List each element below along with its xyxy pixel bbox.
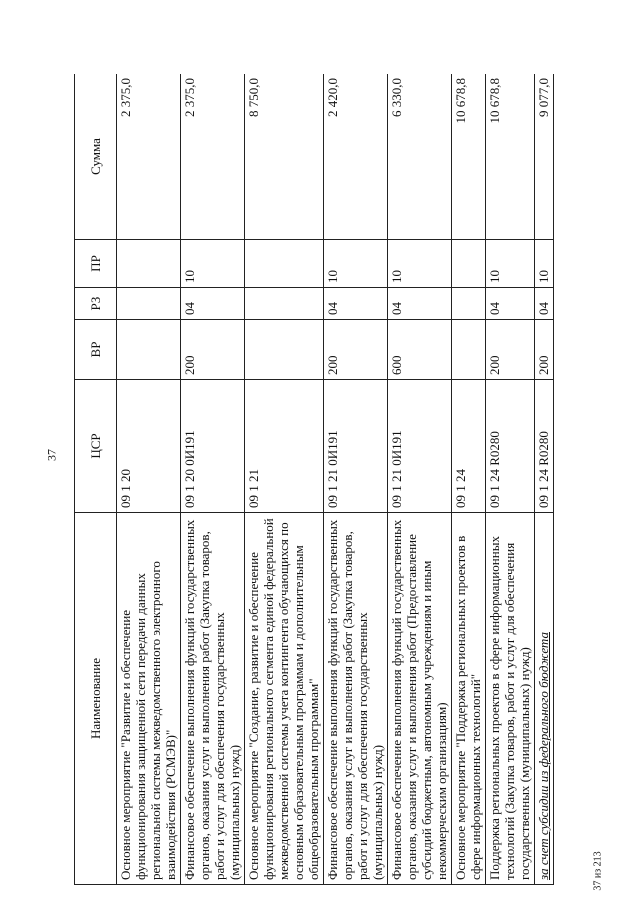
page-counter: 37 из 213 [592,851,604,891]
row-csr: 09 1 20 0И191 [181,380,245,513]
row-vr [452,320,486,380]
table-row [452,74,486,885]
row-name: Финансовое обеспечение выполнения функций государственных органов, оказания услуг и выполнения работ (Закупка товаров, работ и услуг для обеспечения государственных (муниципальных) нужд) [181,513,245,885]
row-sum: 8 750,0 [245,74,324,240]
row-sum: 10 678,8 [486,74,535,240]
row-name: Финансовое обеспечение выполнения функций государственных органов, оказания услуг и выполнения работ (Закупка товаров, работ и услуг для обеспечения государственных (муниципальных) нужд) [324,513,388,885]
row-vr [245,320,324,380]
table-row [117,74,181,885]
row-pr: 10 [181,240,245,288]
row-sum: 6 330,0 [388,74,452,240]
row-vr: 600 [388,320,452,380]
page-number: 37 [44,449,59,461]
row-name: за счет субсидии из федерального бюджета [535,513,554,885]
row-sum: 10 678,8 [452,74,486,240]
row-vr: 200 [181,320,245,380]
table-row [181,74,245,885]
header-vr: ВР [75,320,117,380]
row-rz: 04 [388,288,452,320]
header-sum: Сумма [75,74,117,240]
row-name: Поддержка региональных проектов в сфере информационных технологий (Закупка товаров, работ и услуг для обеспечения государственных (муниципальных) нужд) [486,513,535,885]
row-vr [117,320,181,380]
row-csr: 09 1 24 R0280 [486,380,535,513]
row-name: Основное мероприятие "Развитие и обеспечение функционирования защищенной сети передачи данных региональной системы межведомственного электронного взаимодействия (РСМЭВ)" [117,513,181,885]
row-rz [452,288,486,320]
row-csr: 09 1 24 R0280 [535,380,554,513]
row-csr: 09 1 21 0И191 [324,380,388,513]
row-vr: 200 [324,320,388,380]
row-name: Основное мероприятие "Поддержка региональных проектов в сфере информационных технологий" [452,513,486,885]
header-name: Наименование [75,513,117,885]
row-csr: 09 1 21 [245,380,324,513]
row-rz [245,288,324,320]
row-rz: 04 [486,288,535,320]
budget-table [74,74,554,885]
row-pr: 10 [535,240,554,288]
budget-table-container [74,74,597,885]
row-rz: 04 [181,288,245,320]
row-csr: 09 1 20 [117,380,181,513]
row-vr: 200 [535,320,554,380]
table-row [388,74,452,885]
row-rz [117,288,181,320]
row-rz: 04 [324,288,388,320]
row-name: Финансовое обеспечение выполнения функций государственных органов, оказания услуг и выполнения работ (Предоставление субсидий бюджетным, автономным учреждениям и иным некоммерческим организациям) [388,513,452,885]
row-pr: 10 [486,240,535,288]
table-row [245,74,324,885]
header-pr: ПР [75,240,117,288]
header-csr: ЦСР [75,380,117,513]
row-pr: 10 [324,240,388,288]
row-rz: 04 [535,288,554,320]
rotated-table-frame [74,74,597,885]
row-pr [245,240,324,288]
table-row [324,74,388,885]
table-row [486,74,535,885]
row-pr [117,240,181,288]
row-csr: 09 1 21 0И191 [388,380,452,513]
row-sum: 9 077,0 [535,74,554,240]
header-rz: РЗ [75,288,117,320]
row-pr: 10 [388,240,452,288]
table-header-row [75,74,117,885]
table-row [535,74,554,885]
row-sum: 2 375,0 [117,74,181,240]
row-pr [452,240,486,288]
row-csr: 09 1 24 [452,380,486,513]
row-sum: 2 375,0 [181,74,245,240]
row-sum: 2 420,0 [324,74,388,240]
row-vr: 200 [486,320,535,380]
row-name: Основное мероприятие "Создание, развитие и обеспечение функционирования регионального сегмента единой федеральной межведомственной системы учета контингента обучающихся по основным образовательным программам и дополнительным общеобразовательным программам" [245,513,324,885]
